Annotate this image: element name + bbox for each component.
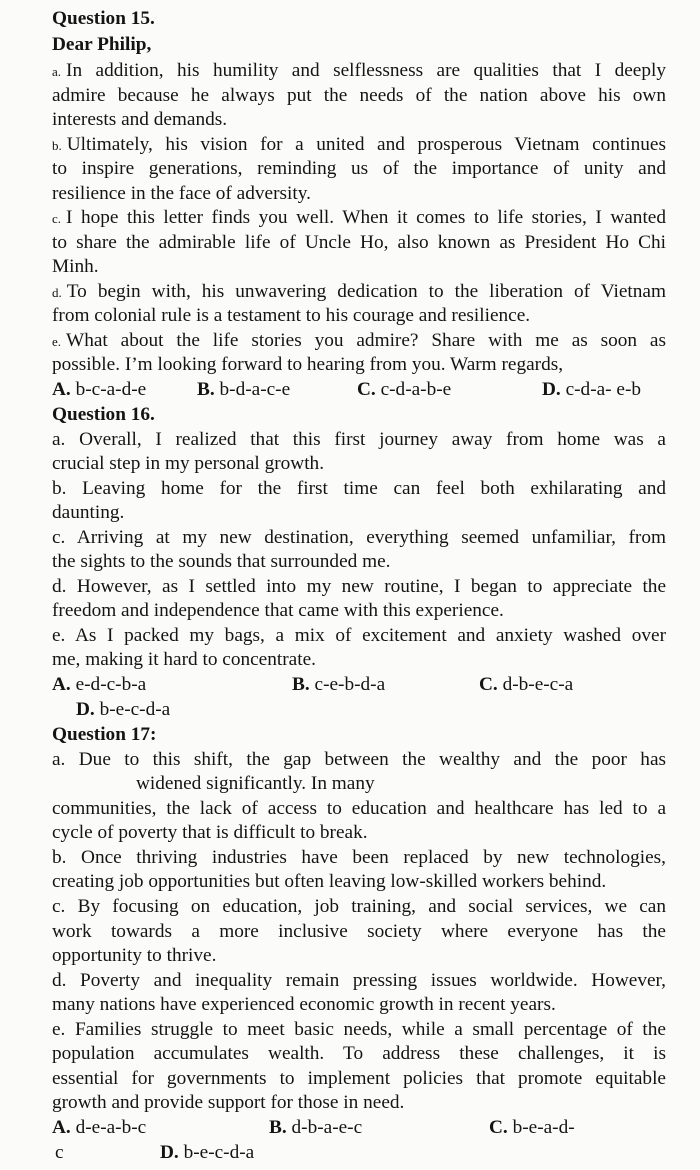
q17-a-line: widened significantly. In many: [136, 773, 375, 794]
q17-d-line: d. Poverty and inequality remain pressing issues worldwide. However,: [52, 970, 666, 991]
q16-d-line: freedom and independence that came with this experience.: [52, 600, 504, 621]
q15-d-label: d.: [52, 285, 62, 300]
q17-e-line: population accumulates wealth. To address these challenges, it is: [52, 1043, 666, 1064]
q16-option-b[interactable]: B. c-e-b-d-a: [292, 674, 386, 695]
q15-e-line: e. What about the life stories you admire? Share with me as soon as: [52, 330, 666, 351]
q17-c-line: c. By focusing on education, job training, and social services, we can: [52, 896, 666, 917]
q17-title: Question 17:: [52, 724, 157, 745]
q16-e-line: me, making it hard to concentrate.: [52, 649, 316, 670]
q15-a-label: a.: [52, 64, 62, 79]
q17-b-line: b. Once thriving industries have been replaced by new technologies,: [52, 847, 666, 868]
q16-a-line: a. Overall, I realized that this first journey away from home was a: [52, 429, 666, 450]
q15-b-line: b. Ultimately, his vision for a united and prosperous Vietnam continues: [52, 134, 666, 155]
q16-title: Question 16.: [52, 404, 155, 425]
q17-c-line: work towards a more inclusive society where everyone has the: [52, 921, 666, 942]
q15-c-line: Minh.: [52, 256, 99, 277]
q15-b-line: to inspire generations, reminding us of the importance of unity and: [52, 158, 666, 179]
q17-option-c-wrap: c: [55, 1142, 64, 1163]
q16-a-line: crucial step in my personal growth.: [52, 453, 325, 474]
q15-d-line: d. To begin with, his unwavering dedication to the liberation of Vietnam: [52, 281, 666, 302]
q17-e-line: growth and provide support for those in need.: [52, 1092, 405, 1113]
q17-c-line: opportunity to thrive.: [52, 945, 217, 966]
q16-e-line: e. As I packed my bags, a mix of excitement and anxiety washed over: [52, 625, 666, 646]
q17-d-line: many nations have experienced economic growth in recent years.: [52, 994, 556, 1015]
q17-option-c[interactable]: C. b-e-a-d-: [489, 1117, 575, 1138]
q16-d-line: d. However, as I settled into my new routine, I began to appreciate the: [52, 576, 666, 597]
q16-option-a[interactable]: A. e-d-c-b-a: [52, 674, 147, 695]
q17-a-line: a. Due to this shift, the gap between the wealthy and the poor has: [52, 749, 666, 770]
q17-e-line: essential for governments to implement policies that promote equitable: [52, 1068, 666, 1089]
q15-option-c[interactable]: C. c-d-a-b-e: [357, 379, 452, 400]
q16-c-line: c. Arriving at my new destination, everything seemed unfamiliar, from: [52, 527, 666, 548]
q17-option-a[interactable]: A. d-e-a-b-c: [52, 1117, 147, 1138]
letter-greeting: Dear Philip,: [52, 34, 152, 55]
q15-option-a[interactable]: A. b-c-a-d-e: [52, 379, 147, 400]
q17-b-line: creating job opportunities but often leaving low-skilled workers behind.: [52, 871, 607, 892]
q15-c-line: c. I hope this letter finds you well. When it comes to life stories, I wanted: [52, 207, 666, 228]
q15-c-line: to share the admirable life of Uncle Ho, also known as President Ho Chi: [52, 232, 666, 253]
q16-b-line: b. Leaving home for the first time can feel both exhilarating and: [52, 478, 666, 499]
q15-d-line: from colonial rule is a testament to his courage and resilience.: [52, 305, 531, 326]
q17-option-d[interactable]: D. b-e-c-d-a: [160, 1142, 255, 1163]
q17-e-line: e. Families struggle to meet basic needs, while a small percentage of the: [52, 1019, 666, 1040]
q15-title: Question 15.: [52, 8, 155, 29]
q15-a-line: interests and demands.: [52, 109, 228, 130]
q16-c-line: the sights to the sounds that surrounded me.: [52, 551, 391, 572]
q16-b-line: daunting.: [52, 502, 125, 523]
q17-a-line: communities, the lack of access to education and healthcare has led to a: [52, 798, 666, 819]
q15-e-line: possible. I’m looking forward to hearing from you. Warm regards,: [52, 354, 564, 375]
q15-a-line: admire because he always put the needs of the nation above his own: [52, 85, 666, 106]
q15-b-line: resilience in the face of adversity.: [52, 183, 311, 204]
q15-a-line: a. In addition, his humility and selflessness are qualities that I deeply: [52, 60, 666, 81]
q15-option-d[interactable]: D. c-d-a- e-b: [542, 379, 642, 400]
q17-option-b[interactable]: B. d-b-a-e-c: [269, 1117, 363, 1138]
q15-c-label: c.: [52, 211, 62, 226]
q15-option-b[interactable]: B. b-d-a-c-e: [197, 379, 291, 400]
q16-option-d[interactable]: D. b-e-c-d-a: [76, 699, 171, 720]
q17-a-line: cycle of poverty that is difficult to break.: [52, 822, 368, 843]
q16-option-c[interactable]: C. d-b-e-c-a: [479, 674, 574, 695]
q15-e-label: e.: [52, 334, 62, 349]
q15-b-label: b.: [52, 138, 62, 153]
